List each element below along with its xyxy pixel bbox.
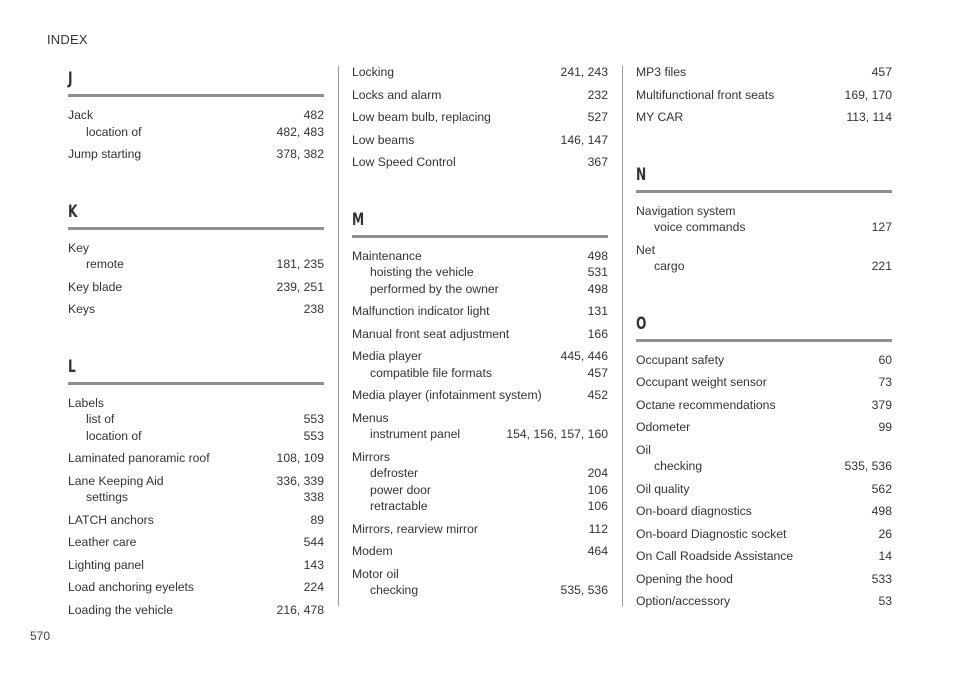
entry-pages: 53 — [878, 594, 892, 608]
index-entry — [352, 248, 608, 298]
entry-term: On-board Diagnostic socket — [636, 526, 787, 541]
entry-term: Lighting panel — [68, 557, 144, 572]
subentry-term: checking — [654, 459, 703, 473]
entry-term: Low Speed Control — [352, 155, 456, 169]
index-column-1 — [68, 64, 324, 624]
index-subentry — [352, 281, 608, 298]
index-entry — [636, 503, 892, 520]
index-entry — [352, 132, 608, 149]
section-rule — [636, 339, 892, 342]
section-gap — [636, 281, 892, 309]
index-entry — [68, 146, 324, 163]
subentry-term: location of — [86, 428, 142, 443]
entry-term: Low beam bulb, replacing — [352, 110, 491, 124]
index-subentry — [352, 365, 608, 382]
index-entry-line — [68, 279, 324, 296]
entry-term: Maintenance — [352, 248, 422, 263]
column-divider — [338, 66, 339, 606]
subentry-term: voice commands — [654, 220, 746, 234]
index-entry-line — [352, 348, 608, 365]
index-subentry — [68, 489, 324, 506]
index-entry — [352, 109, 608, 126]
entry-pages: 73 — [878, 375, 892, 389]
index-entry — [352, 410, 608, 443]
index-entry — [68, 473, 324, 506]
index-entry-line — [636, 571, 892, 588]
entry-pages: 89 — [310, 512, 324, 527]
section-letter: M — [352, 209, 365, 230]
entry-term: Key — [68, 240, 90, 255]
section-gap — [352, 177, 608, 205]
entry-term: Mirrors — [352, 449, 390, 464]
index-entry — [68, 602, 324, 619]
index-entry-line — [636, 593, 892, 610]
entry-pages: 378, 382 — [276, 147, 324, 161]
index-entry-line — [68, 579, 324, 596]
subentry-term: checking — [370, 583, 419, 597]
index-entry — [352, 449, 608, 515]
index-entry-line — [636, 442, 892, 459]
subentry-term: defroster — [370, 466, 419, 480]
index-entry — [352, 521, 608, 538]
index-entry-line — [636, 397, 892, 414]
entry-term: Occupant safety — [636, 352, 725, 367]
index-entry — [68, 579, 324, 596]
entry-pages: 533 — [871, 571, 892, 586]
entry-pages: 60 — [878, 352, 892, 367]
subentry-pages: 553 — [303, 428, 324, 443]
section-letter: J — [68, 69, 73, 89]
index-subentry — [68, 256, 324, 273]
index-entry — [352, 326, 608, 343]
section-rule — [68, 227, 324, 230]
subentry-term: location of — [86, 124, 142, 139]
index-entry-line — [68, 301, 324, 318]
entry-pages: 216, 478 — [276, 602, 324, 617]
section-letter: L — [68, 356, 76, 377]
index-subentry — [352, 426, 608, 443]
subentry-pages: 181, 235 — [276, 257, 324, 271]
entry-term: Manual front seat adjustment — [352, 326, 510, 341]
index-entry-line — [636, 503, 892, 520]
subentry-pages: 106 — [587, 482, 608, 497]
entry-pages: 113, 114 — [846, 110, 892, 124]
letter-section-header — [68, 352, 324, 385]
entry-pages: 367 — [587, 155, 608, 169]
subentry-pages: 204 — [587, 466, 608, 480]
index-subentry — [352, 264, 608, 281]
entry-term: Locking — [352, 65, 395, 79]
subentry-pages: 531 — [587, 265, 608, 279]
subentry-term: performed by the owner — [370, 281, 499, 296]
index-entry — [636, 397, 892, 414]
index-entry-line — [352, 566, 608, 583]
index-entry — [636, 481, 892, 498]
entry-pages: 143 — [303, 557, 324, 572]
index-entry-line — [68, 240, 324, 257]
section-letter: N — [636, 164, 647, 185]
index-entry — [68, 512, 324, 529]
index-entry — [68, 107, 324, 140]
index-subentry — [352, 465, 608, 482]
index-entry — [68, 301, 324, 318]
index-entry — [68, 534, 324, 551]
letter-section-header — [636, 309, 892, 342]
index-entry-line — [352, 326, 608, 343]
entry-term: Locks and alarm — [352, 87, 442, 102]
index-entry-line — [68, 146, 324, 163]
entry-pages: 146, 147 — [560, 132, 608, 147]
index-entry — [636, 87, 892, 104]
page-number: 570 — [30, 629, 51, 643]
entry-pages: 166 — [587, 326, 608, 341]
index-entry — [68, 450, 324, 467]
index-entry-line — [636, 87, 892, 104]
index-entry-line — [352, 387, 608, 404]
section-rule — [68, 382, 324, 385]
section-gap — [68, 169, 324, 197]
index-entry — [636, 571, 892, 588]
subentry-pages: 457 — [587, 365, 608, 380]
entry-pages: 498 — [587, 248, 608, 263]
entry-pages: 457 — [871, 65, 892, 79]
subentry-pages: 106 — [587, 499, 608, 513]
index-entry — [636, 203, 892, 236]
index-entry — [352, 387, 608, 404]
index-subentry — [352, 498, 608, 515]
index-entry — [68, 557, 324, 574]
subentry-term: compatible file formats — [370, 365, 492, 380]
index-entry-line — [352, 248, 608, 265]
entry-term: Opening the hood — [636, 571, 733, 586]
entry-pages: 527 — [587, 110, 608, 124]
index-entry-line — [636, 203, 892, 220]
section-letter: K — [68, 201, 78, 222]
index-entry — [352, 303, 608, 320]
subentry-term: remote — [86, 257, 124, 271]
index-entry — [68, 395, 324, 445]
subentry-pages: 535, 536 — [560, 583, 608, 597]
index-entry-line — [636, 352, 892, 369]
entry-term: Load anchoring eyelets — [68, 580, 195, 594]
subentry-term: list of — [86, 412, 115, 426]
section-gap — [636, 132, 892, 160]
entry-pages: 232 — [587, 87, 608, 102]
entry-term: On-board diagnostics — [636, 504, 752, 518]
entry-pages: 169, 170 — [844, 87, 892, 102]
letter-section-header — [68, 64, 324, 97]
subentry-pages: 553 — [303, 412, 324, 426]
subentry-term: hoisting the vehicle — [370, 265, 474, 279]
subentry-pages: 535, 536 — [844, 459, 892, 473]
letter-section-header — [636, 160, 892, 193]
section-rule — [636, 190, 892, 193]
index-column-2 — [352, 64, 608, 605]
entry-term: Jack — [68, 108, 94, 122]
index-entry-line — [636, 481, 892, 498]
section-rule — [352, 235, 608, 238]
index-entry — [636, 593, 892, 610]
entry-term: Malfunction indicator light — [352, 304, 490, 318]
entry-term: Modem — [352, 544, 393, 558]
index-entry — [68, 279, 324, 296]
index-entry-line — [68, 512, 324, 529]
index-entry — [636, 242, 892, 275]
subentry-pages: 482, 483 — [276, 124, 324, 139]
index-entry — [68, 240, 324, 273]
index-entry-line — [68, 557, 324, 574]
entry-pages: 108, 109 — [276, 451, 324, 465]
index-subentry — [636, 458, 892, 475]
entry-term: Odometer — [636, 420, 691, 434]
index-entry — [352, 566, 608, 599]
index-entry — [352, 154, 608, 171]
section-gap — [68, 324, 324, 352]
subentry-pages: 221 — [871, 259, 892, 273]
index-entry-line — [352, 154, 608, 171]
section-letter: O — [636, 313, 647, 334]
entry-pages: 562 — [871, 481, 892, 496]
entry-pages: 224 — [303, 580, 324, 594]
index-entry — [636, 442, 892, 475]
entry-term: LATCH anchors — [68, 512, 154, 527]
entry-term: Oil — [636, 442, 651, 457]
entry-pages: 238 — [303, 302, 324, 316]
entry-pages: 112 — [588, 521, 608, 536]
index-subentry — [68, 411, 324, 428]
entry-term: Menus — [352, 410, 389, 425]
index-entry-line — [68, 395, 324, 412]
subentry-term: cargo — [654, 259, 685, 273]
entry-pages: 445, 446 — [560, 349, 608, 363]
entry-term: Occupant weight sensor — [636, 375, 767, 389]
letter-section-header — [352, 205, 608, 238]
index-entry-line — [352, 64, 608, 81]
index-entry — [636, 548, 892, 565]
entry-term: Media player (infotainment system) — [352, 388, 542, 402]
letter-section-header — [68, 197, 324, 230]
index-entry-line — [68, 534, 324, 551]
subentry-term: instrument panel — [370, 427, 461, 441]
entry-term: MY CAR — [636, 110, 684, 124]
subentry-pages: 127 — [871, 220, 892, 234]
subentry-term: retractable — [370, 499, 428, 513]
column-divider — [622, 66, 623, 606]
entry-term: Jump starting — [68, 147, 142, 161]
index-subentry — [636, 258, 892, 275]
index-entry — [352, 348, 608, 381]
entry-term: Oil quality — [636, 481, 690, 496]
entry-pages: 336, 339 — [276, 473, 324, 488]
entry-term: Leather care — [68, 535, 137, 549]
index-entry-line — [636, 109, 892, 126]
entry-term: Motor oil — [352, 566, 399, 581]
index-subentry — [68, 428, 324, 445]
index-entry-line — [68, 107, 324, 124]
entry-term: Mirrors, rearview mirror — [352, 521, 478, 536]
entry-pages: 239, 251 — [276, 279, 324, 294]
entry-term: Navigation system — [636, 203, 736, 218]
index-subentry — [352, 582, 608, 599]
index-entry-line — [352, 132, 608, 149]
index-entry — [636, 419, 892, 436]
index-entry — [352, 543, 608, 560]
subentry-term: settings — [86, 490, 129, 504]
index-entry-line — [352, 109, 608, 126]
entry-pages: 99 — [878, 420, 892, 434]
index-entry — [636, 374, 892, 391]
entry-term: Octane recommendations — [636, 397, 776, 412]
index-entry-line — [636, 548, 892, 565]
entry-pages: 544 — [303, 535, 324, 549]
entry-pages: 464 — [587, 544, 608, 558]
index-entry — [636, 526, 892, 543]
entry-term: On Call Roadside Assistance — [636, 549, 794, 563]
section-rule — [68, 94, 324, 97]
index-entry-line — [636, 419, 892, 436]
subentry-pages: 338 — [303, 490, 324, 504]
subentry-term: power door — [370, 482, 431, 497]
index-entry — [352, 64, 608, 81]
index-entry — [636, 352, 892, 369]
entry-pages: 14 — [878, 549, 892, 563]
entry-term: Loading the vehicle — [68, 602, 174, 617]
index-subentry — [352, 482, 608, 499]
index-entry-line — [636, 374, 892, 391]
page-header: INDEX — [47, 32, 88, 47]
entry-pages: 131 — [587, 304, 608, 318]
index-entry-line — [636, 242, 892, 259]
index-entry — [636, 64, 892, 81]
entry-term: Lane Keeping Aid — [68, 473, 164, 488]
entry-pages: 379 — [871, 397, 892, 412]
index-entry-line — [68, 450, 324, 467]
index-entry-line — [352, 521, 608, 538]
index-entry-line — [352, 87, 608, 104]
entry-term: Laminated panoramic roof — [68, 451, 210, 465]
index-subentry — [636, 219, 892, 236]
entry-term: Labels — [68, 395, 104, 410]
subentry-pages: 498 — [587, 281, 608, 296]
index-entry-line — [68, 473, 324, 490]
subentry-pages: 154, 156, 157, 160 — [506, 427, 608, 441]
index-entry-line — [352, 449, 608, 466]
entry-term: Key blade — [68, 279, 123, 294]
entry-term: MP3 files — [636, 65, 687, 79]
index-entry — [636, 109, 892, 126]
entry-term: Media player — [352, 349, 422, 363]
entry-pages: 482 — [303, 108, 324, 122]
index-entry — [352, 87, 608, 104]
entry-term: Option/accessory — [636, 594, 731, 608]
index-column-3 — [636, 64, 892, 616]
entry-pages: 241, 243 — [560, 65, 608, 79]
entry-pages: 452 — [587, 388, 608, 402]
index-entry-line — [636, 526, 892, 543]
index-entry-line — [352, 303, 608, 320]
index-entry-line — [352, 543, 608, 560]
index-subentry — [68, 124, 324, 141]
index-entry-line — [68, 602, 324, 619]
entry-term: Low beams — [352, 132, 415, 147]
entry-term: Keys — [68, 302, 96, 316]
index-entry-line — [352, 410, 608, 427]
entry-pages: 26 — [878, 526, 892, 541]
index-entry-line — [636, 64, 892, 81]
entry-term: Net — [636, 242, 655, 257]
entry-pages: 498 — [871, 504, 892, 518]
entry-term: Multifunctional front seats — [636, 87, 775, 102]
